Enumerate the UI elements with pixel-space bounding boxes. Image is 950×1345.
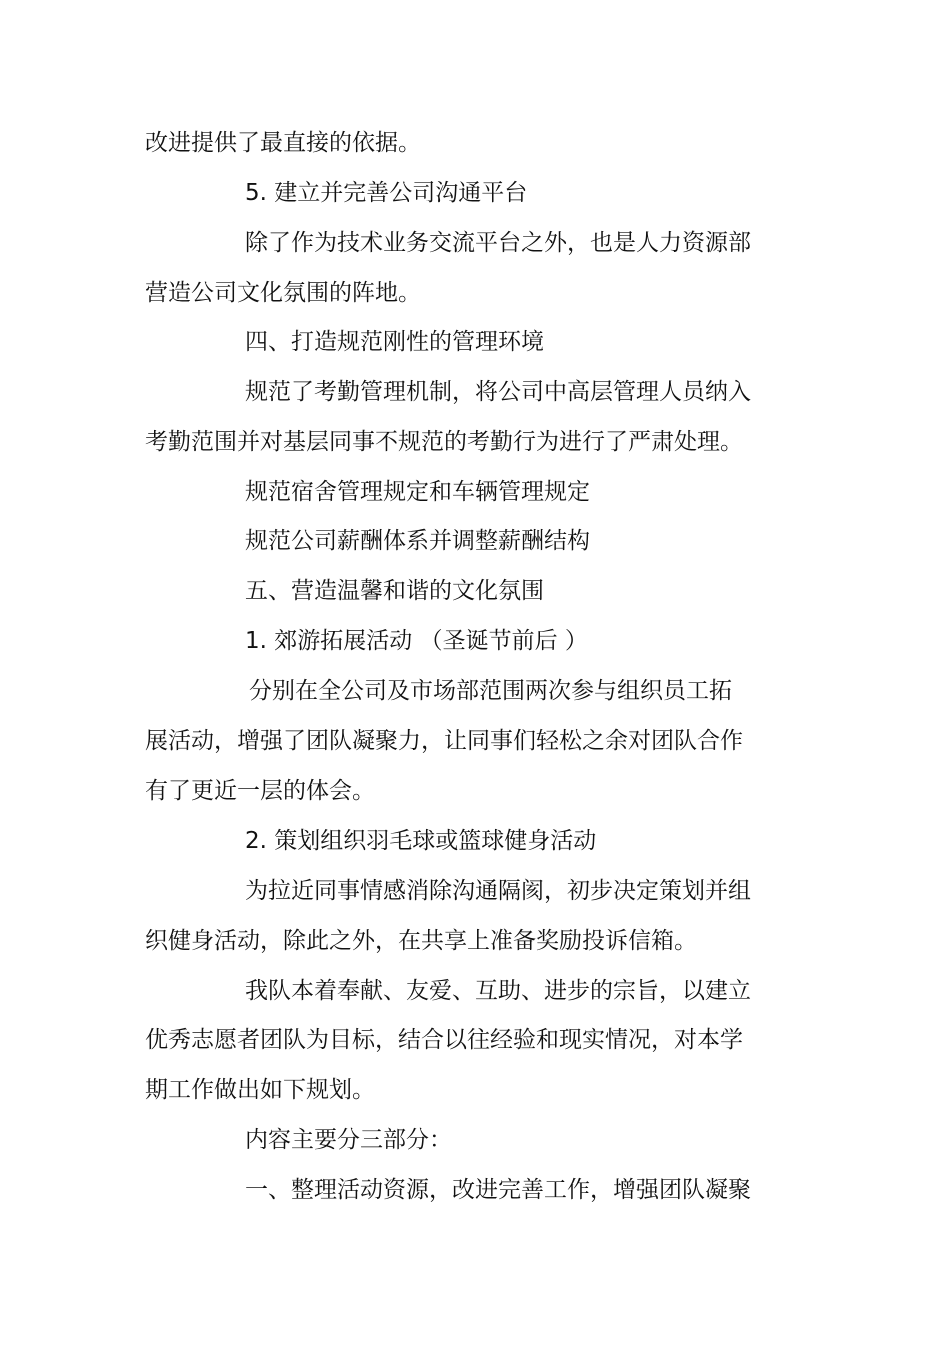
text-line: 展活动，增强了团队凝聚力，让同事们轻松之余对团队合作 — [145, 728, 743, 754]
text-line: 期工作做出如下规划。 — [145, 1077, 375, 1103]
section-heading: 2. 策划组织羽毛球或篮球健身活动 — [245, 828, 597, 854]
text-line: 规范公司薪酬体系并调整薪酬结构 — [245, 528, 590, 554]
section-heading: 五、营造温馨和谐的文化氛围 — [245, 578, 544, 604]
text-line: 织健身活动，除此之外，在共享上准备奖励投诉信箱。 — [145, 928, 697, 954]
text-line: 优秀志愿者团队为目标，结合以往经验和现实情况，对本学 — [145, 1027, 743, 1053]
text-line: 除了作为技术业务交流平台之外，也是人力资源部 — [245, 230, 751, 256]
text-line: 规范了考勤管理机制，将公司中高层管理人员纳入 — [245, 379, 751, 405]
text-line: 有了更近一层的体会。 — [145, 778, 375, 804]
text-line: 考勤范围并对基层同事不规范的考勤行为进行了严肃处理。 — [145, 429, 743, 455]
section-heading: 1. 郊游拓展活动 （圣诞节前后 ） — [245, 628, 588, 654]
text-line: 为拉近同事情感消除沟通隔阂，初步决定策划并组 — [245, 878, 751, 904]
text-line: 分别在全公司及市场部范围两次参与组织员工拓 — [249, 678, 732, 704]
text-line: 内容主要分三部分： — [245, 1127, 452, 1153]
section-heading: 四、打造规范刚性的管理环境 — [245, 329, 544, 355]
section-heading: 5. 建立并完善公司沟通平台 — [245, 180, 528, 206]
text-line: 我队本着奉献、友爱、互助、进步的宗旨，以建立 — [245, 978, 751, 1004]
text-line: 营造公司文化氛围的阵地。 — [145, 280, 421, 306]
text-line: 规范宿舍管理规定和车辆管理规定 — [245, 479, 590, 505]
section-heading: 一、整理活动资源，改进完善工作，增强团队凝聚 — [245, 1177, 751, 1203]
text-line: 改进提供了最直接的依据。 — [145, 130, 421, 156]
